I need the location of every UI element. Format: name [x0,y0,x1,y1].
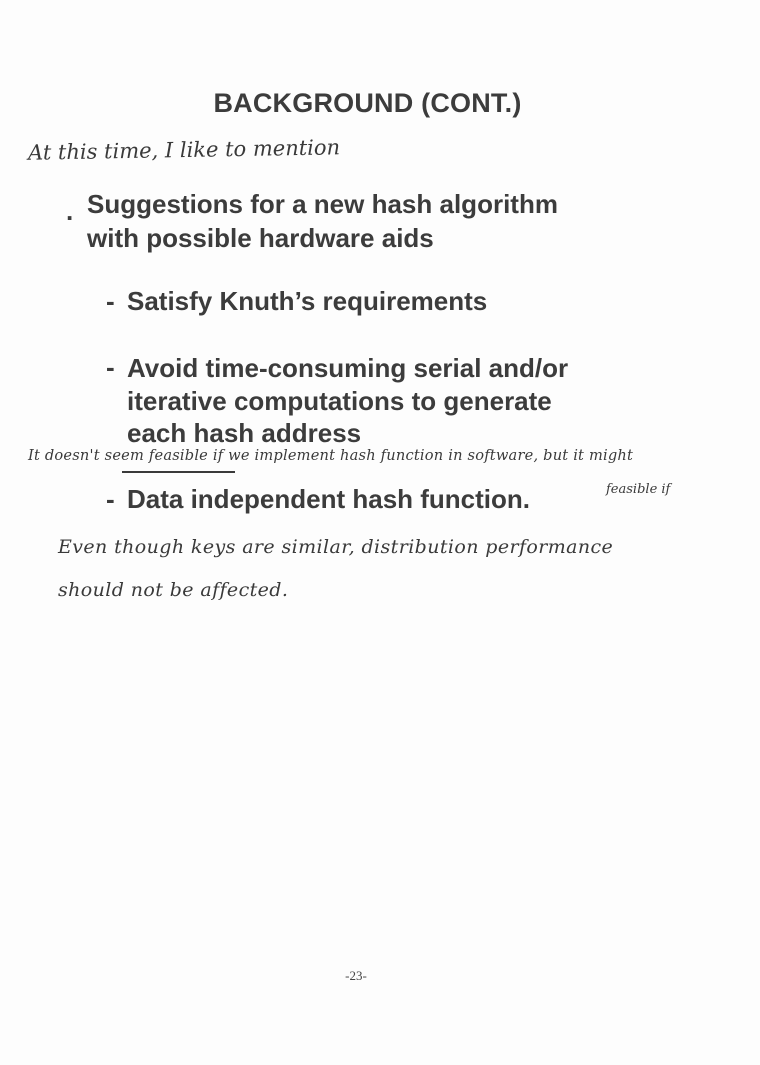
subitem-1-line-1: Satisfy Knuth’s requirements [127,286,488,316]
handwritten-note-1-tail: feasible if [606,482,671,497]
subitem-2-line-3: each hash address [127,418,362,448]
bullet-marker: . [66,196,74,226]
handwritten-note-2-line-2: should not be affected. [58,579,289,601]
subitem-dash-2: - [106,352,115,382]
handwritten-note-1: It doesn't seem feasible if we implement hash function in software, but it might [28,447,634,464]
handwritten-underline [122,471,235,473]
subitem-dash-3: - [106,484,115,514]
handwritten-note-2-line-1: Even though keys are similar, distribution performance [58,536,614,558]
subitem-2-line-1: Avoid time-consuming serial and/or [127,353,569,383]
subitem-3-line-1: Data independent hash function. [127,484,531,514]
page-title: BACKGROUND (CONT.) [213,88,522,118]
subitem-dash-1: - [106,286,115,316]
bullet-line-1: Suggestions for a new hash algorithm [87,189,558,219]
page-number: -23- [345,968,367,983]
handwritten-intro: At this time, I like to mention [27,135,341,165]
bullet-line-2: with possible hardware aids [87,223,434,253]
subitem-2-line-2: iterative computations to generate [127,386,552,416]
